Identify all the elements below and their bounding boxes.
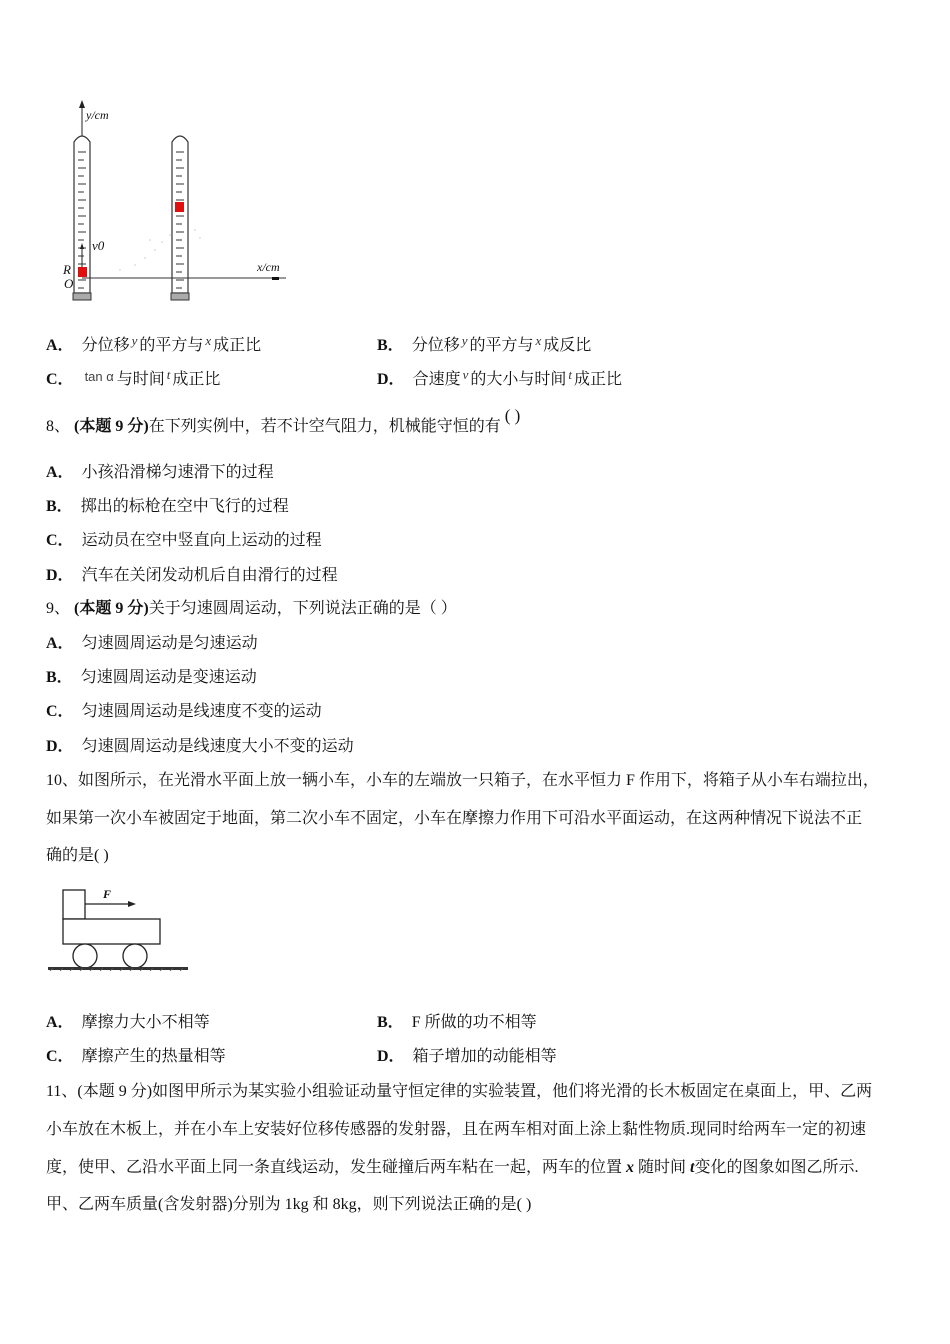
- q8-stem: 8、 (本题 9 分)在下列实例中，若不计空气阻力，机械能守恒的有( ): [46, 406, 521, 435]
- q10-stem-line2: 如果第一次小车被固定于地面，第二次小车不固定，小车在摩擦力作用下可沿水平面运动，在这两种情况下说法不正: [46, 810, 863, 827]
- q8-option-d[interactable]: D． 汽车在关闭发动机后自由滑行的过程: [46, 567, 338, 584]
- q9-option-a[interactable]: A． 匀速圆周运动是匀速运动: [46, 635, 258, 652]
- q8-option-a[interactable]: A． 小孩沿滑梯匀速滑下的过程: [46, 464, 274, 481]
- q11-stem-line3: 度，使甲、乙沿水平面上同一条直线运动，发生碰撞后两车粘在一起，两车的位置 x 随时间 t变化的图象如图乙所示.: [46, 1159, 859, 1176]
- v0-label: v0: [92, 238, 105, 253]
- q11-stem-line1: 11、(本题 9 分)如图甲所示为某实验小组验证动量守恒定律的实验装置，他们将光滑的长木板固定在桌面上，甲、乙两: [46, 1083, 873, 1100]
- q10-option-d[interactable]: D． 箱子增加的动能相等: [377, 1048, 557, 1065]
- q10-stem-line1: 10、如图所示，在光滑水平面上放一辆小车，小车的左端放一只箱子，在水平恒力 F 作用下，将箱子从小车右端拉出，: [46, 772, 879, 789]
- cart-diagram: [40, 880, 200, 980]
- q9-option-c[interactable]: C． 匀速圆周运动是线速度不变的运动: [46, 703, 322, 720]
- red-block-initial: [78, 267, 87, 277]
- q8-option-c[interactable]: C． 运动员在空中竖直向上运动的过程: [46, 532, 322, 549]
- q9-option-d[interactable]: D． 匀速圆周运动是线速度大小不变的运动: [46, 738, 354, 755]
- q10-option-a[interactable]: A． 摩擦力大小不相等: [46, 1014, 210, 1031]
- x-axis-label: x/cm: [257, 260, 280, 274]
- q10-option-b[interactable]: B． F 所做的功不相等: [377, 1014, 537, 1031]
- q7-option-c[interactable]: C． tan α 与时间 $^t$ 成正比: [46, 367, 221, 388]
- q11-stem-line4: 甲、乙两车质量(含发射器)分别为 1kg 和 8kg，则下列说法正确的是( ): [46, 1196, 532, 1213]
- q11-stem-line2: 小车放在木板上，并在小车上安装好位移传感器的发射器，且在两车相对面上涂上黏性物质.现同时给两车一定的初速: [46, 1121, 867, 1138]
- q9-option-b[interactable]: B． 匀速圆周运动是变速运动: [46, 669, 257, 686]
- q7-option-a[interactable]: A． 分位移 $^y$ 的平方与 $^x$ 成正比: [46, 333, 262, 354]
- force-label: F: [103, 887, 112, 901]
- answer-blank: ( ): [504, 406, 521, 425]
- r-label: R: [63, 262, 71, 277]
- q8-option-b[interactable]: B． 掷出的标枪在空中飞行的过程: [46, 498, 289, 515]
- q9-stem: 9、 (本题 9 分)关于匀速圆周运动，下列说法正确的是（ ）: [46, 600, 457, 617]
- origin-label: O: [64, 276, 74, 291]
- red-block-moved: [175, 202, 184, 212]
- y-axis-label: y/cm: [86, 108, 109, 122]
- q7-option-d[interactable]: D． 合速度 $^v$ 的大小与时间 $^t$ 成正比: [377, 367, 623, 388]
- q7-option-b[interactable]: B． 分位移 $^y$ 的平方与 $^x$ 成反比: [377, 333, 592, 354]
- q10-stem-line3: 确的是( ): [46, 847, 109, 864]
- q10-option-c[interactable]: C． 摩擦产生的热量相等: [46, 1048, 226, 1065]
- tube-diagram: [50, 100, 310, 310]
